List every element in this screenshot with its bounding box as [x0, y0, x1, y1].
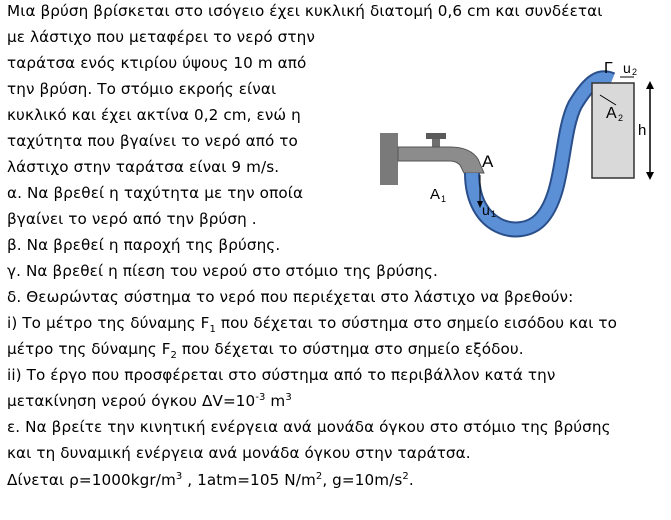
question-e-line-1: ε. Να βρείτε την κινητική ενέργεια ανά μονάδα όγκου στο στόμιο της βρύσης [7, 418, 611, 436]
q-d-i-cont-b: που δέχεται το σύστημα στο σημείο εξόδου. [177, 340, 524, 358]
text-line-1: Μια βρύση βρίσκεται στο ισόγειο έχει κυκλική διατομή 0,6 cm και συνδέεται [7, 2, 603, 20]
height-arrow-bottom [646, 172, 654, 180]
exponent-2a: 2 [315, 470, 323, 482]
question-c: γ. Να βρεθεί η πίεση του νερού στο στόμιο της βρύσης. [7, 262, 438, 280]
given-end: . [408, 471, 414, 489]
faucet-handle [426, 133, 446, 139]
question-d-i-line-2 [7, 339, 524, 362]
q-d-ii-text-b: m [265, 392, 286, 410]
text-line-5: κυκλικό και έχει ακτίνα 0,2 cm, ενώ η [7, 106, 301, 124]
q-d-i-text-a: i) Το μέτρο της δύναμης F [7, 314, 210, 332]
label-A: A [482, 152, 494, 171]
question-d-ii-line-1: ii) Το έργο που προσφέρεται στο σύστημα από το περιβάλλον κατά την [7, 366, 556, 384]
q-d-i-text-b: που δέχεται το σύστημα στο σημείο εισόδου και το [215, 314, 618, 332]
question-a-line-2: βγαίνει το νερό από την βρύση . [7, 210, 257, 228]
question-a-line-1: α. Να βρεθεί η ταχύτητα με την οποία [7, 184, 304, 202]
q-d-i-cont-a: μέτρο της δύναμης F [7, 340, 171, 358]
exponent-neg3: -3 [255, 391, 266, 403]
given-g: , g=10m/s [322, 471, 403, 489]
question-d-ii-line-2 [7, 391, 292, 411]
label-A1-sub: 1 [441, 194, 447, 204]
wall [380, 133, 398, 185]
given-rho: Δίνεται ρ=1000kgr/m [7, 471, 176, 489]
question-b: β. Να βρεθεί η παροχή της βρύσης. [7, 236, 281, 254]
label-A2: A [606, 105, 617, 122]
given-data [7, 470, 414, 490]
label-u2: u [623, 60, 631, 76]
faucet-hose-diagram [380, 55, 670, 255]
exponent-3: 3 [285, 391, 292, 403]
rooftop-tank [592, 83, 634, 178]
text-line-6: ταχύτητα που βγαίνει το νερό από το [7, 132, 298, 150]
subscript-1: 1 [209, 324, 216, 336]
height-arrow-top [646, 81, 654, 89]
question-d-i-line-1 [7, 313, 618, 336]
question-e-line-2: και τη δυναμική ενέργεια ανά μονάδα όγκου στην ταράτσα. [7, 444, 471, 462]
text-line-7: λάστιχο στην ταράτσα είναι 9 m/s. [7, 158, 280, 176]
label-u1-sub: 1 [491, 209, 497, 219]
label-u2-sub: 2 [632, 67, 638, 77]
text-line-2: με λάστιχο που μεταφέρει το νερό στην [7, 28, 315, 46]
exponent-2b: 2 [402, 470, 409, 482]
subscript-2: 2 [170, 350, 177, 362]
label-A2-sub: 2 [618, 113, 624, 123]
label-u1: u [482, 202, 490, 218]
faucet-stem [432, 139, 440, 147]
label-h: h [638, 122, 647, 139]
faucet-body [398, 147, 484, 173]
text-line-3: ταράτσα ενός κτιρίου ύψους 10 m από [7, 54, 307, 72]
question-d: δ. Θεωρώντας σύστημα το νερό που περιέχεται στο λάστιχο να βρεθούν: [7, 288, 574, 306]
label-A1: A [430, 186, 441, 203]
text-line-4: την βρύση. Το στόμιο εκροής είναι [7, 80, 277, 98]
exponent-3b: 3 [175, 470, 183, 482]
q-d-ii-text-a: μετακίνηση νερού όγκου ΔV=10 [7, 392, 256, 410]
given-atm: , 1atm=105 N/m [182, 471, 316, 489]
label-gamma: Γ [604, 60, 613, 77]
